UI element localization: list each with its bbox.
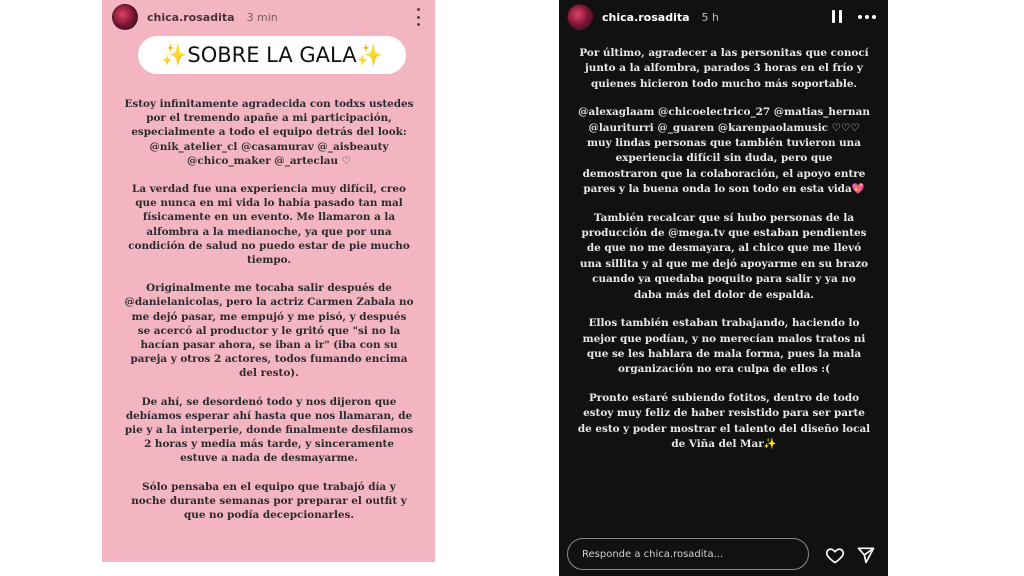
paragraph: Pronto estaré subiendo fotitos, dentro de todo estoy muy feliz de haber resistido para ser parte de esto y poder mostrar el talento del diseño local de Viña del Mar✨ bbox=[577, 391, 871, 450]
post-time: 3 min bbox=[246, 10, 278, 24]
story-text bbox=[124, 97, 414, 536]
story-title: ✨SOBRE LA GALA✨ bbox=[138, 36, 406, 74]
pause-icon[interactable] bbox=[832, 10, 842, 23]
send-icon[interactable] bbox=[856, 545, 876, 565]
paragraph: De ahí, se desordenó todo y nos dijeron que debíamos esperar ahí hasta que nos llamaran, de pie y a la interperie, donde finalmente desfilamos 2 horas y media más tarde, y sinceramente estuve a nada de desmayarme. bbox=[124, 395, 414, 465]
story-left bbox=[102, 0, 435, 562]
paragraph: Estoy infinitamente agradecida con todxs ustedes por el tremendo apañe a mi participación, especialmente a todo el equipo detrás del look: @nik_atelier_cl @casamurav @_aisbeauty @chico_maker @_arteclau ♡ bbox=[124, 98, 414, 167]
story-header bbox=[102, 0, 435, 34]
paragraph: Por último, agradecer a las personitas que conocí junto a la alfombra, parados 3 horas en el frío y quienes hicieron todo mucho más soportable. bbox=[579, 47, 869, 90]
story-right bbox=[559, 0, 888, 576]
username[interactable]: chica.rosadita bbox=[602, 10, 690, 24]
paragraph: Sólo pensaba en el equipo que trabajó día y noche durante semanas por preparar el outfit y que no podía decepcionarles. bbox=[131, 480, 407, 522]
paragraph: La verdad fue una experiencia muy difícil, creo que nunca en mi vida lo había pasado tan mal físicamente en un evento. Me llamaron a la alfombra a la medianoche, ya que por una condición de salud no puedo estar de pie mucho tiempo. bbox=[128, 183, 410, 267]
kebab-menu-icon[interactable] bbox=[415, 8, 421, 26]
paragraph: Ellos también estaban trabajando, haciendo lo mejor que podían, y no merecían malos tratos ni que se les hablara de mala forma, pues la mala organización no era culpa de ellos :( bbox=[582, 317, 866, 376]
paragraph: Originalmente me tocaba salir después de @danielanicolas, pero la actriz Carmen Zabala no me dejó pasar, me empujó y me pisó, y después se acercó al productor y le gritó que "si no la hacían pasar ahora, se iban a ir" (iba con su pareja y otros 2 actores, todos fumando encima del resto). bbox=[124, 282, 414, 380]
post-time: 5 h bbox=[701, 10, 719, 24]
avatar[interactable] bbox=[567, 4, 593, 30]
username[interactable]: chica.rosadita bbox=[147, 10, 235, 24]
more-icon[interactable] bbox=[858, 15, 876, 19]
heart-icon[interactable] bbox=[825, 545, 845, 565]
paragraph: @alexaglaam @chicoelectrico_27 @matias_hernan @lauriturri @_guaren @karenpaolamusic ♡♡♡ muy lindas personas que también tuvieron una experiencia difícil sin duda, pero que demostraron que la colaboración, el apoyo entre pares y la buena onda lo son todo en esta vida💖 bbox=[578, 106, 870, 196]
story-header bbox=[559, 0, 888, 34]
story-text bbox=[577, 46, 871, 465]
paragraph: También recalcar que sí hubo personas de la producción de @mega.tv que estaban pendientes de que no me desmayara, al chico que me llevó una sillita y al que me dejó apoyarme en su brazo cuando ya quedaba poquito para salir y ya no daba más del dolor de espalda. bbox=[579, 211, 869, 301]
reply-input[interactable]: Responde a chica.rosadita... bbox=[567, 538, 809, 570]
avatar[interactable] bbox=[112, 4, 138, 30]
